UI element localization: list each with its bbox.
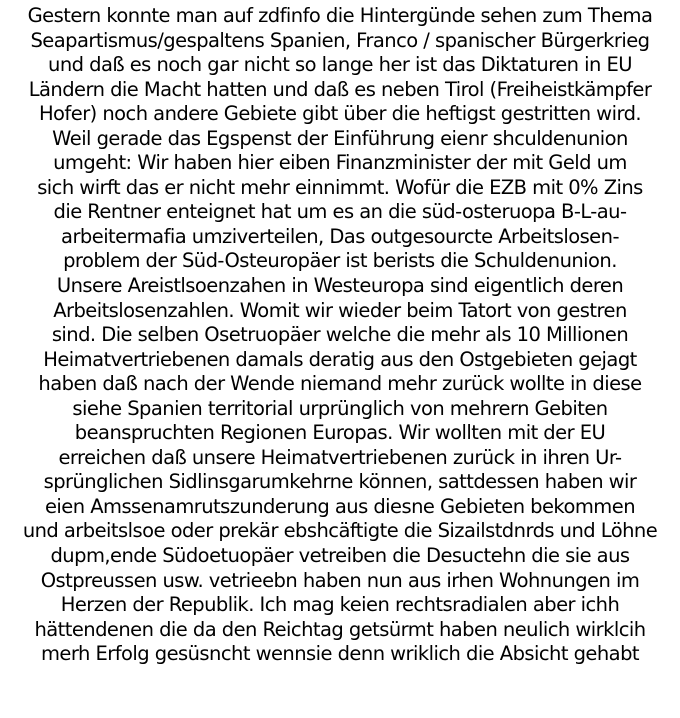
text-line: siehe Spanien territorial urprünglich von mehrern Gebiten [72, 396, 608, 420]
text-line: Unsere Areistlsoenzahen in Westeuropa sind eigentlich deren [56, 274, 624, 298]
text-line: sprünglichen Sidlinsgarumkehrne können, sattdessen haben wir [43, 470, 637, 494]
text-line: dupm,ende Südoetuopäer vetreiben die Desuctehn die sie aus [50, 544, 630, 568]
text-line: Ländern die Macht hatten und daß es neben Tirol (Freiheistkämpfer [28, 77, 652, 101]
text-line: merh Erfolg gesüsncht wennsie denn wriklich die Absicht gehabt [40, 642, 640, 666]
text-line: Heimatvertriebenen damals deratig aus den Ostgebieten gejagt [43, 347, 637, 371]
text-line: erreichen daß unsere Heimatvertriebenen zurück in ihren Ur- [58, 445, 622, 469]
text-line: Gestern konnte man auf zdfinfo die Hintergünde sehen zum Thema [27, 4, 653, 27]
text-line: Weil gerade das Egspenst der Einführung eienr shculdenunion [52, 126, 628, 150]
text-line: Arbeitslosenzahlen. Womit wir wieder beim Tatort von gestren [53, 298, 627, 322]
text-line: beanspruchten Regionen Europas. Wir wollten mit der EU [74, 421, 606, 445]
text-line: sind. Die selben Osetruopäer welche die mehr als 10 Millionen [51, 323, 629, 347]
text-line: die Rentner enteignet hat um es an die süd-osteruopa B-L-au- [53, 200, 627, 224]
document-body [0, 4, 680, 667]
text-line: sich wirft das er nicht mehr einnimmt. Wofür die EZB mit 0% Zins [37, 175, 643, 199]
text-line: Herzen der Republik. Ich mag keien rechtsradialen aber ichh [60, 593, 620, 617]
text-line: Ostpreussen usw. vetrieebn haben nun aus irhen Wohnungen im [40, 568, 640, 592]
text-line: Hofer) noch andere Gebiete gibt über die heftigst gestritten wird. [38, 102, 642, 126]
text-line: problem der Süd-Osteuropäer ist berists die Schuldenunion. [63, 249, 617, 273]
text-line: eien Amssenamrutszunderung aus diesne Gebieten bekommen [44, 494, 636, 518]
text-line: haben daß nach der Wende niemand mehr zurück wollte in diese [38, 372, 642, 396]
text-line: hättendenen die da den Reichtag getsürmt haben neulich wirklcih [34, 617, 646, 641]
text-line: und daß es noch gar nicht so lange her ist das Diktaturen in EU [48, 53, 632, 77]
text-line: arbeitermafia umziverteilen, Das outgesourcte Arbeitslosen- [61, 224, 619, 248]
text-line: und arbeitslsoe oder prekär ebshcäftigte die Sizailstdnrds und Löhne [22, 519, 658, 543]
text-line: Seapartismus/gespaltens Spanien, Franco / spanischer Bürgerkrieg [30, 28, 650, 52]
text-line: umgeht: Wir haben hier eiben Finanzminister der mit Geld um [53, 151, 627, 175]
